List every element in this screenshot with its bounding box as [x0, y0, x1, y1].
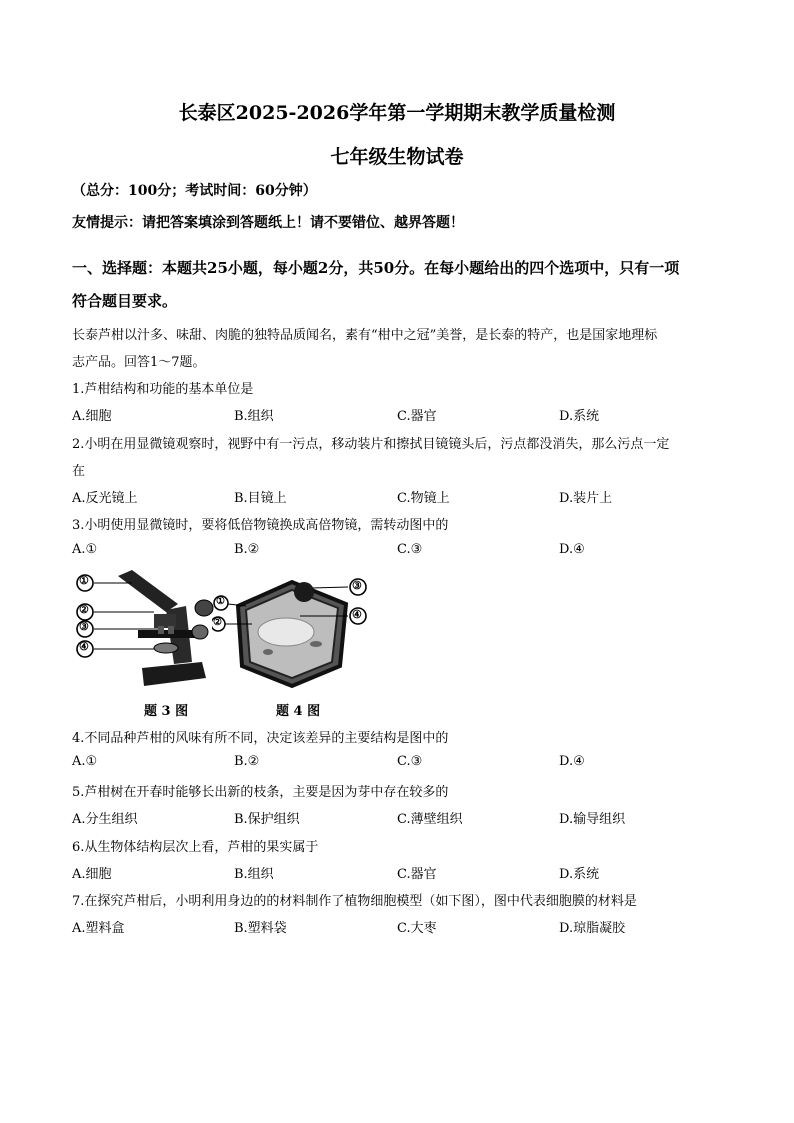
option-a: A.细胞 [72, 867, 112, 882]
option-a: A.反光镜上 [72, 491, 138, 506]
question-stem: 1.芦柑结构和功能的基本单位是 [72, 382, 254, 397]
fig4-label-2: ② [213, 617, 222, 628]
option-a: A.① [72, 754, 98, 769]
option-c: C.物镜上 [397, 491, 450, 506]
score-info: （总分：100分；考试时间：60分钟） [72, 183, 317, 199]
option-c: C.器官 [397, 867, 437, 882]
exam-title: 长泰区2025-2026学年第一学期期末教学质量检测 [178, 102, 616, 124]
question-stem: 6.从生物体结构层次上看，芦柑的果实属于 [72, 840, 319, 855]
plant-cell-illustration [212, 570, 372, 694]
option-d: D.系统 [559, 867, 600, 882]
question-stem: 4.不同品种芦柑的风味有所不同，决定该差异的主要结构是图中的 [72, 731, 449, 746]
exam-subtitle: 七年级生物试卷 [330, 146, 464, 168]
option-b: B.目镜上 [234, 491, 287, 506]
fig3-label-2: ② [79, 603, 89, 616]
fig3-label-1: ① [79, 574, 89, 587]
question-stem: 5.芦柑树在开春时能够长出新的枝条，主要是因为芽中存在较多的 [72, 785, 449, 800]
option-c: C.薄壁组织 [397, 812, 463, 827]
option-d: D.④ [559, 542, 585, 557]
fig4-label-4: ④ [352, 608, 362, 621]
microscope-illustration [74, 570, 214, 694]
option-d: D.装片上 [559, 491, 613, 506]
option-d: D.输导组织 [559, 812, 626, 827]
question-stem-cont: 在 [72, 464, 86, 479]
option-a: A.分生组织 [72, 812, 138, 827]
option-a: A.塑料盒 [72, 921, 125, 936]
fig3-caption: 题 3 图 [144, 704, 189, 719]
passage-line: 志产品。回答1～7题。 [72, 355, 206, 370]
option-c: C.大枣 [397, 921, 437, 936]
section-heading-cont: 符合题目要求。 [72, 292, 178, 310]
fig3-label-4: ④ [79, 640, 89, 653]
option-d: D.琼脂凝胶 [559, 921, 626, 936]
passage-line: 长泰芦柑以汁多、味甜、肉脆的独特品质闻名，素有“柑中之冠”美誉，是长泰的特产，也是国家地理标 [72, 328, 658, 343]
fig3-label-3: ③ [79, 620, 89, 633]
question-stem: 7.在探究芦柑后，小明利用身边的的材料制作了植物细胞模型（如下图），图中代表细胞膜的材料是 [72, 894, 637, 909]
reminder-text: 友情提示：请把答案填涂到答题纸上！请不要错位、越界答题！ [72, 215, 464, 231]
question-stem: 2.小明在用显微镜观察时，视野中有一污点，移动装片和擦拭目镜镜头后，污点都没消失，那么污点一定 [72, 437, 670, 452]
option-d: D.系统 [559, 409, 600, 424]
option-b: B.组织 [234, 409, 274, 424]
option-a: A.细胞 [72, 409, 112, 424]
question-stem: 3.小明使用显微镜时，要将低倍物镜换成高倍物镜，需转动图中的 [72, 518, 449, 533]
option-c: C.③ [397, 754, 423, 769]
section-heading: 一、选择题：本题共25小题，每小题2分，共50分。在每小题给出的四个选项中，只有一项 [72, 259, 680, 277]
option-b: B.② [234, 542, 260, 557]
fig4-caption: 题 4 图 [276, 704, 321, 719]
option-d: D.④ [559, 754, 585, 769]
plant-cell-figure [212, 570, 372, 694]
option-c: C.③ [397, 542, 423, 557]
option-a: A.① [72, 542, 98, 557]
option-c: C.器官 [397, 409, 437, 424]
option-b: B.保护组织 [234, 812, 300, 827]
option-b: B.塑料袋 [234, 921, 287, 936]
fig4-label-1: ① [216, 596, 225, 607]
option-b: B.组织 [234, 867, 274, 882]
fig4-label-3: ③ [352, 579, 362, 592]
microscope-figure [74, 570, 214, 694]
option-b: B.② [234, 754, 260, 769]
